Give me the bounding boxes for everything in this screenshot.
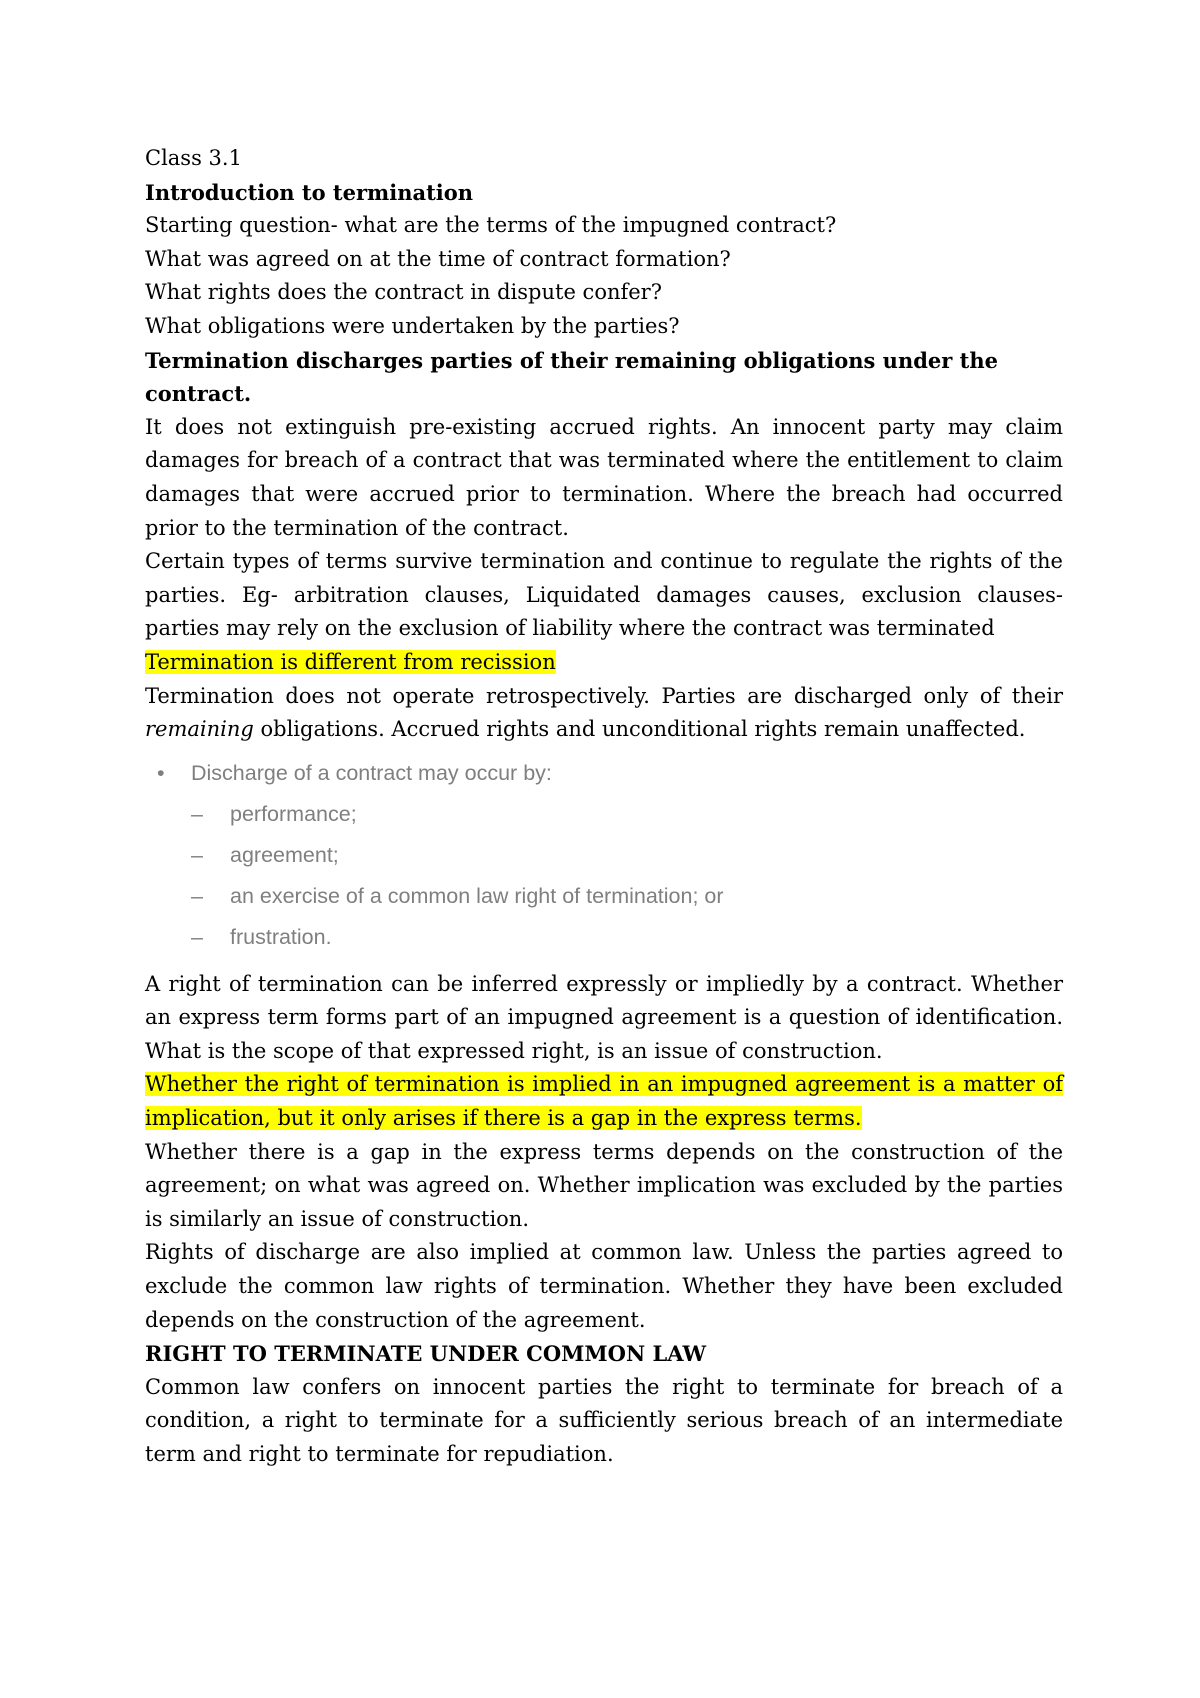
sub-bullet-text: performance;	[230, 801, 357, 826]
paragraph-right-inferred: A right of termination can be inferred expressly or impliedly by a contract. Whether an express term forms part of an impugned agreement is a question of identification. What is the scope of that expressed right, is an issue of construction.	[145, 971, 1063, 1063]
bullet-main-text: Discharge of a contract may occur by:	[191, 760, 552, 785]
sub-bullet-item	[145, 835, 1063, 876]
paragraph-common-law-rights: Common law confers on innocent parties the right to terminate for breach of a condition, a right to terminate for a sufficiently serious breach of an intermediate term and right to terminate for repudiation.	[145, 1374, 1063, 1466]
class-label: Class 3.1	[145, 146, 242, 170]
sub-bullet-text: an exercise of a common law right of termination; or	[230, 883, 724, 908]
highlight-paragraph-implied	[145, 1068, 1063, 1135]
bullet-item-main	[145, 753, 1063, 794]
question-obligations: What obligations were undertaken by the parties?	[145, 313, 680, 338]
discharge-bullet-list	[145, 753, 1063, 958]
sub-bullet-item	[145, 917, 1063, 958]
paragraph-common-law-discharge: Rights of discharge are also implied at common law. Unless the parties agreed to exclude the common law rights of termination. Whether they have been excluded depends on the construction of the agreement.	[145, 1240, 1063, 1332]
paragraph-retrospective	[145, 680, 1063, 747]
retrospective-text-start: Termination does not operate retrospectively. Parties are discharged only of their	[145, 683, 1063, 708]
dash-icon: –	[191, 924, 203, 949]
dash-icon: –	[191, 883, 203, 908]
question-agreed: What was agreed on at the time of contract formation?	[145, 246, 731, 271]
heading-introduction: Introduction to termination	[145, 179, 474, 205]
heading-discharge: Termination discharges parties of their remaining obligations under the contract.	[145, 347, 998, 407]
sub-bullet-text: frustration.	[230, 924, 332, 949]
highlight-line-recission	[145, 646, 1063, 680]
heading-common-law: RIGHT TO TERMINATE UNDER COMMON LAW	[145, 1341, 707, 1367]
document-page	[145, 142, 1063, 1472]
retrospective-text-end: obligations. Accrued rights and unconditional rights remain unaffected.	[253, 717, 1026, 742]
dash-icon: –	[191, 801, 203, 826]
question-rights: What rights does the contract in dispute confer?	[145, 280, 662, 305]
retrospective-emphasis: remaining	[145, 717, 254, 742]
paragraph-accrued-rights: It does not extinguish pre-existing accrued rights. An innocent party may claim damages for breach of a contract that was terminated where the entitlement to claim damages that were accrued prior to termination. Where the breach had occurred prior to the termination of the contract.	[145, 414, 1063, 540]
dash-icon: –	[191, 842, 203, 867]
paragraph-gap-express-terms: Whether there is a gap in the express terms depends on the construction of the agreement; on what was agreed on. Whether implication was excluded by the parties is similarly an issue of construction.	[145, 1139, 1063, 1231]
sub-bullet-item	[145, 794, 1063, 835]
question-terms: Starting question- what are the terms of the impugned contract?	[145, 213, 837, 238]
sub-bullet-text: agreement;	[230, 842, 339, 867]
sub-bullet-item	[145, 876, 1063, 917]
highlighted-text-implied: Whether the right of termination is implied in an impugned agreement is a matter of implication, but it only arises if there is a gap in the express terms.	[145, 1072, 1063, 1131]
highlighted-text-recission: Termination is different from recission	[145, 649, 556, 674]
bullet-dot-icon: •	[157, 760, 165, 785]
paragraph-terms-survive: Certain types of terms survive termination and continue to regulate the rights of the parties. Eg- arbitration clauses, Liquidated damages causes, exclusion clauses- parties may rely on the exclusion of liability where the contract was terminated	[145, 549, 1063, 641]
